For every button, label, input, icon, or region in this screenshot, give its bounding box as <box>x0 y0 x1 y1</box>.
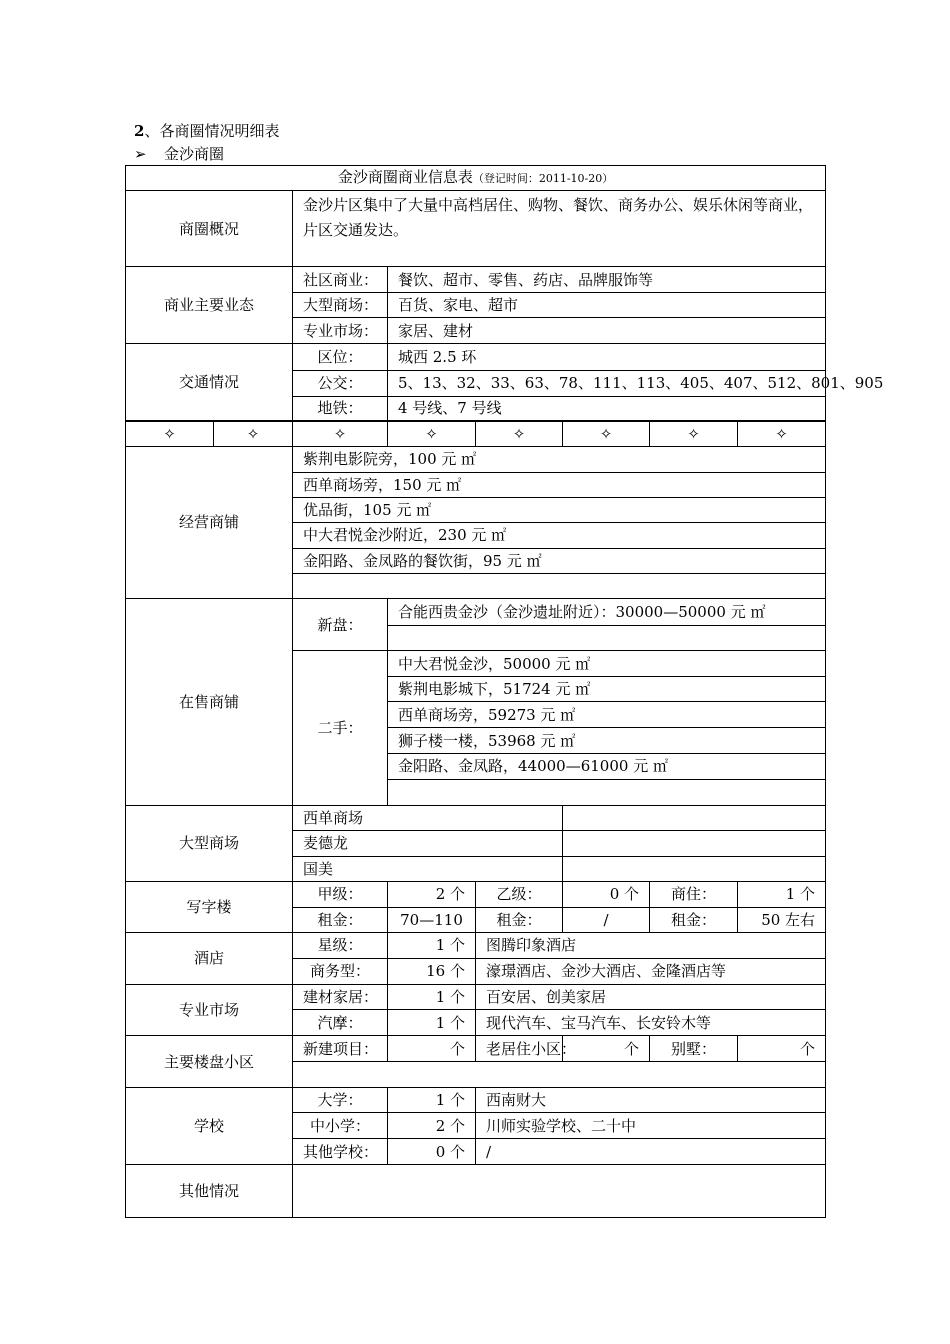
shop-item: 西单商场旁，150 元 ㎡ <box>293 472 826 497</box>
school-count: 0 个 <box>388 1139 476 1165</box>
arrow-bullet-icon: ➢ <box>134 145 147 163</box>
label-hotel: 酒店 <box>126 932 293 984</box>
estate-old-count: 个 <box>563 1036 650 1062</box>
label-shops: 经营商铺 <box>126 446 293 598</box>
office-grade-a: 甲级： <box>293 881 388 907</box>
sale-used-empty <box>388 779 826 805</box>
traffic-key: 地铁： <box>293 396 388 421</box>
other-empty <box>293 1165 826 1218</box>
traffic-value: 5、13、32、33、63、78、111、113、405、407、512、801、905 <box>388 370 826 396</box>
school-names: / <box>476 1139 826 1165</box>
business-key: 专业市场： <box>293 318 388 344</box>
diamond-icon: ✧ <box>293 421 388 446</box>
market-type: 汽摩： <box>293 1010 388 1036</box>
sale-new-label: 新盘： <box>293 599 388 651</box>
business-info-table <box>125 165 884 1218</box>
business-value: 家居、建材 <box>388 318 826 344</box>
sale-new-empty <box>388 626 826 651</box>
sale-used-item: 西单商场旁，59273 元 ㎡ <box>388 702 826 728</box>
office-mixed-count: 1 个 <box>738 881 826 907</box>
section-heading <box>134 120 279 141</box>
sale-used-label: 二手： <box>293 651 388 805</box>
hotel-count: 1 个 <box>388 932 476 958</box>
shop-item: 金阳路、金凤路的餐饮街，95 元 ㎡ <box>293 548 826 573</box>
sale-used-item: 狮子楼一楼，53968 元 ㎡ <box>388 728 826 754</box>
hotel-type: 商务型： <box>293 958 388 984</box>
mall-item: 国美 <box>293 856 563 881</box>
subheading-text: 金沙商圈 <box>164 145 225 163</box>
mall-empty <box>563 856 826 881</box>
business-key: 社区商业： <box>293 267 388 293</box>
school-count: 2 个 <box>388 1113 476 1139</box>
diamond-icon: ✧ <box>476 421 563 446</box>
estate-villa-label: 别墅： <box>650 1036 738 1062</box>
mall-item: 麦德龙 <box>293 830 563 856</box>
office-rent-a: 70—110 <box>388 907 476 932</box>
school-type: 大学： <box>293 1088 388 1113</box>
label-business: 商业主要业态 <box>126 267 293 344</box>
estate-new-count: 个 <box>388 1036 476 1062</box>
school-count: 1 个 <box>388 1088 476 1113</box>
office-grade-b: 乙级： <box>476 881 563 907</box>
estate-villa-count: 个 <box>738 1036 826 1062</box>
shop-item: 紫荆电影院旁，100 元 ㎡ <box>293 446 826 472</box>
office-grade-a-count: 2 个 <box>388 881 476 907</box>
diamond-icon: ✧ <box>650 421 738 446</box>
label-estate: 主要楼盘小区 <box>126 1036 293 1088</box>
shop-item: 优品街，105 元 ㎡ <box>293 497 826 522</box>
mall-empty <box>563 830 826 856</box>
hotel-names: 濠璟酒店、金沙大酒店、金隆酒店等 <box>476 958 826 984</box>
business-value: 餐饮、超市、零售、药店、品牌服饰等 <box>388 267 826 293</box>
mall-item: 西单商场 <box>293 805 563 830</box>
heading-number: 2 <box>134 122 145 140</box>
sale-new-item: 合能西贵金沙（金沙遗址附近）：30000—50000 元 ㎡ <box>388 599 826 626</box>
diamond-icon: ✧ <box>214 421 293 446</box>
heading-text: 、各商圈情况明细表 <box>144 122 280 140</box>
estate-new-label: 新建项目： <box>293 1036 388 1062</box>
market-names: 现代汽车、宝马汽车、长安铃木等 <box>476 1010 826 1036</box>
school-type: 中小学： <box>293 1113 388 1139</box>
business-value: 百货、家电、超市 <box>388 293 826 318</box>
traffic-key: 公交： <box>293 370 388 396</box>
overview-text: 金沙片区集中了大量中高档居住、购物、餐饮、商务办公、娱乐休闲等商业，片区交通发达。 <box>293 191 826 267</box>
hotel-count: 16 个 <box>388 958 476 984</box>
business-key: 大型商场： <box>293 293 388 318</box>
diamond-icon: ✧ <box>563 421 650 446</box>
diamond-icon: ✧ <box>388 421 476 446</box>
label-overview: 商圈概况 <box>126 191 293 267</box>
sale-used-item: 紫荆电影城下，51724 元 ㎡ <box>388 677 826 702</box>
office-rent-b: / <box>563 907 650 932</box>
market-count: 1 个 <box>388 985 476 1010</box>
label-school: 学校 <box>126 1088 293 1165</box>
traffic-value: 4 号线、7 号线 <box>388 396 826 421</box>
register-time: （登记时间：2011-10-20） <box>472 172 614 186</box>
office-grade-b-count: 0 个 <box>563 881 650 907</box>
diamond-icon: ✧ <box>126 421 214 446</box>
diamond-icon: ✧ <box>738 421 826 446</box>
shop-item: 中大君悦金沙附近，230 元 ㎡ <box>293 522 826 548</box>
office-rent-label: 租金： <box>476 907 563 932</box>
school-type: 其他学校： <box>293 1139 388 1165</box>
sale-used-item: 中大君悦金沙，50000 元 ㎡ <box>388 651 826 677</box>
market-names: 百安居、创美家居 <box>476 985 826 1010</box>
hotel-names: 图腾印象酒店 <box>476 932 826 958</box>
label-office: 写字楼 <box>126 881 293 932</box>
market-type: 建材家居： <box>293 985 388 1010</box>
traffic-value: 城西 2.5 环 <box>388 344 826 370</box>
office-rent-label: 租金： <box>650 907 738 932</box>
label-sale: 在售商铺 <box>126 599 293 806</box>
estate-empty <box>293 1062 826 1088</box>
office-mixed: 商住： <box>650 881 738 907</box>
school-names: 西南财大 <box>476 1088 826 1113</box>
shop-item-empty <box>293 574 826 599</box>
label-other: 其他情况 <box>126 1165 293 1218</box>
school-names: 川师实验学校、二十中 <box>476 1113 826 1139</box>
estate-old-label: 老居住小区： <box>476 1036 563 1062</box>
label-malls: 大型商场 <box>126 805 293 881</box>
label-traffic: 交通情况 <box>126 344 293 421</box>
hotel-type: 星级： <box>293 932 388 958</box>
traffic-key: 区位： <box>293 344 388 370</box>
subheading <box>134 143 224 164</box>
office-rent-mixed: 50 左右 <box>738 907 826 932</box>
table-title: 金沙商圈商业信息表（登记时间：2011-10-20） <box>126 166 826 191</box>
label-market: 专业市场 <box>126 985 293 1036</box>
mall-empty <box>563 805 826 830</box>
market-count: 1 个 <box>388 1010 476 1036</box>
sale-used-item: 金阳路、金凤路，44000—61000 元 ㎡ <box>388 754 826 779</box>
office-rent-label: 租金： <box>293 907 388 932</box>
